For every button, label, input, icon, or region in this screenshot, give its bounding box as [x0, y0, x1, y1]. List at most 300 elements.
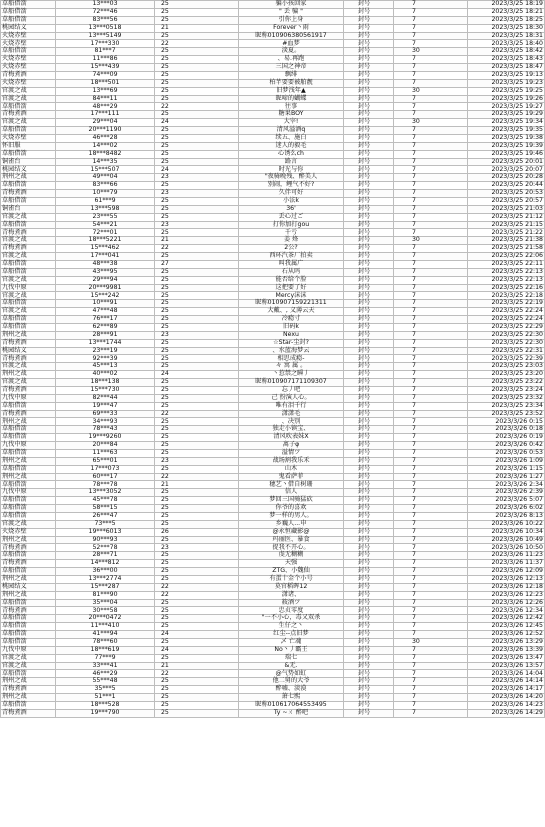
days-cell[interactable]: 7 [394, 347, 468, 355]
account-cell[interactable]: 65***01 [56, 457, 155, 465]
server-cell[interactable]: 草船借箭 [1, 465, 56, 473]
time-cell[interactable]: 2023/3/26 10:22 [468, 520, 545, 528]
account-cell[interactable]: 35***04 [56, 599, 155, 607]
account-cell[interactable]: 20***9981 [56, 284, 155, 292]
level-cell[interactable]: 24 [155, 646, 239, 654]
time-cell[interactable]: 2023/3/25 19:13 [468, 71, 545, 79]
days-cell[interactable]: 7 [394, 166, 468, 174]
action-cell[interactable]: 封号 [344, 615, 394, 623]
nickname-cell[interactable]: 这把要了好 [239, 284, 344, 292]
days-cell[interactable]: 7 [394, 536, 468, 544]
server-cell[interactable]: 草船借箭 [1, 8, 56, 16]
action-cell[interactable]: 封号 [344, 552, 394, 560]
time-cell[interactable]: 2023/3/26 0:18 [468, 426, 545, 434]
level-cell[interactable]: 21 [155, 662, 239, 670]
days-cell[interactable]: 7 [394, 568, 468, 576]
days-cell[interactable]: 7 [394, 379, 468, 387]
server-cell[interactable]: 官渡之战 [1, 308, 56, 316]
days-cell[interactable]: 7 [394, 64, 468, 72]
days-cell[interactable]: 7 [394, 591, 468, 599]
time-cell[interactable]: 2023/3/25 20:57 [468, 197, 545, 205]
server-cell[interactable]: 火烧赤壁 [1, 40, 56, 48]
server-cell[interactable]: 铜雀台 [1, 205, 56, 213]
server-cell[interactable]: 官渡之战 [1, 87, 56, 95]
days-cell[interactable]: 7 [394, 111, 468, 119]
nickname-cell[interactable]: 打你加打gou [239, 221, 344, 229]
action-cell[interactable]: 封号 [344, 607, 394, 615]
account-cell[interactable]: 49***04 [56, 174, 155, 182]
nickname-cell[interactable]: 昵称010907171109307 [239, 379, 344, 387]
account-cell[interactable]: 84***11 [56, 95, 155, 103]
level-cell[interactable]: 25 [155, 449, 239, 457]
server-cell[interactable]: 草船借箭 [1, 615, 56, 623]
nickname-cell[interactable]: 2公? [239, 245, 344, 253]
nickname-cell[interactable]: 西环汽茶厂拍卖 [239, 253, 344, 261]
action-cell[interactable]: 封号 [344, 694, 394, 702]
days-cell[interactable]: 7 [394, 489, 468, 497]
nickname-cell[interactable]: 昵啼的蝴蝶 [239, 95, 344, 103]
server-cell[interactable]: 草船借箭 [1, 568, 56, 576]
server-cell[interactable]: 火烧赤壁 [1, 32, 56, 40]
action-cell[interactable]: 封号 [344, 40, 394, 48]
time-cell[interactable]: 2023/3/25 21:38 [468, 237, 545, 245]
account-cell[interactable]: 74***09 [56, 71, 155, 79]
days-cell[interactable]: 7 [394, 308, 468, 316]
server-cell[interactable]: 草船借箭 [1, 323, 56, 331]
account-cell[interactable]: 10***91 [56, 300, 155, 308]
level-cell[interactable]: 22 [155, 670, 239, 678]
level-cell[interactable]: 25 [155, 536, 239, 544]
account-cell[interactable]: 11***410 [56, 623, 155, 631]
account-cell[interactable]: 17***330 [56, 40, 155, 48]
level-cell[interactable]: 24 [155, 119, 239, 127]
time-cell[interactable]: 2023/3/26 14:14 [468, 678, 545, 686]
server-cell[interactable]: 火烧赤壁 [1, 134, 56, 142]
account-cell[interactable]: 40***02 [56, 371, 155, 379]
action-cell[interactable]: 封号 [344, 418, 394, 426]
time-cell[interactable]: 2023/3/26 14:17 [468, 686, 545, 694]
days-cell[interactable]: 7 [394, 71, 468, 79]
days-cell[interactable]: 7 [394, 150, 468, 158]
level-cell[interactable]: 25 [155, 316, 239, 324]
nickname-cell[interactable]: 昵称010617064553495 [239, 701, 344, 709]
account-cell[interactable]: 13***1744 [56, 339, 155, 347]
action-cell[interactable]: 封号 [344, 158, 394, 166]
account-cell[interactable]: 72***01 [56, 229, 155, 237]
server-cell[interactable]: 官渡之战 [1, 662, 56, 670]
account-cell[interactable]: 26***47 [56, 512, 155, 520]
server-cell[interactable]: 青梅煮酒 [1, 560, 56, 568]
time-cell[interactable]: 2023/3/25 22:11 [468, 260, 545, 268]
account-cell[interactable]: 35***5 [56, 686, 155, 694]
level-cell[interactable]: 21 [155, 24, 239, 32]
nickname-cell[interactable]: 冷瘾寸 [239, 316, 344, 324]
account-cell[interactable]: 17***041 [56, 253, 155, 261]
server-cell[interactable]: 官渡之战 [1, 119, 56, 127]
time-cell[interactable]: 2023/3/25 22:13 [468, 268, 545, 276]
level-cell[interactable]: 22 [155, 473, 239, 481]
time-cell[interactable]: 2023/3/26 14:20 [468, 694, 545, 702]
account-cell[interactable]: 14***812 [56, 560, 155, 568]
nickname-cell[interactable]: Ty ~ㄨ 醉吧 [239, 709, 344, 717]
nickname-cell[interactable]: 离子φ [239, 442, 344, 450]
action-cell[interactable]: 封号 [344, 402, 394, 410]
time-cell[interactable]: 2023/3/26 12:52 [468, 631, 545, 639]
time-cell[interactable]: 2023/3/25 22:16 [468, 284, 545, 292]
server-cell[interactable]: 草船借箭 [1, 638, 56, 646]
account-cell[interactable]: 90***93 [56, 536, 155, 544]
server-cell[interactable]: 官渡之战 [1, 654, 56, 662]
nickname-cell[interactable]: 姜 烽 [239, 237, 344, 245]
days-cell[interactable]: 7 [394, 292, 468, 300]
time-cell[interactable]: 2023/3/26 14:29 [468, 709, 545, 717]
time-cell[interactable]: 2023/3/26 12:09 [468, 568, 545, 576]
action-cell[interactable]: 封号 [344, 8, 394, 16]
days-cell[interactable]: 7 [394, 560, 468, 568]
account-cell[interactable]: 29***04 [56, 119, 155, 127]
time-cell[interactable]: 2023/3/26 13:39 [468, 646, 545, 654]
level-cell[interactable]: 25 [155, 575, 239, 583]
time-cell[interactable]: 2023/3/25 22:30 [468, 331, 545, 339]
level-cell[interactable]: 25 [155, 418, 239, 426]
action-cell[interactable]: 封号 [344, 150, 394, 158]
nickname-cell[interactable]: 能否给个脸 [239, 276, 344, 284]
action-cell[interactable]: 封号 [344, 190, 394, 198]
action-cell[interactable]: 封号 [344, 512, 394, 520]
action-cell[interactable]: 封号 [344, 560, 394, 568]
server-cell[interactable]: 草船借箭 [1, 260, 56, 268]
days-cell[interactable]: 7 [394, 505, 468, 513]
account-cell[interactable]: 20***84 [56, 442, 155, 450]
time-cell[interactable]: 2023/3/25 18:25 [468, 16, 545, 24]
level-cell[interactable]: 25 [155, 497, 239, 505]
level-cell[interactable]: 25 [155, 64, 239, 72]
server-cell[interactable]: 青梅煮酒 [1, 190, 56, 198]
account-cell[interactable]: 15***439 [56, 64, 155, 72]
server-cell[interactable]: 草船借箭 [1, 197, 56, 205]
time-cell[interactable]: 2023/3/25 19:46 [468, 150, 545, 158]
server-cell[interactable]: 官渡之战 [1, 292, 56, 300]
action-cell[interactable]: 封号 [344, 260, 394, 268]
action-cell[interactable]: 封号 [344, 442, 394, 450]
nickname-cell[interactable]: 忠贞零度 [239, 607, 344, 615]
server-cell[interactable]: 铜雀台 [1, 158, 56, 166]
days-cell[interactable]: 7 [394, 363, 468, 371]
server-cell[interactable]: 青梅煮酒 [1, 229, 56, 237]
nickname-cell[interactable]: 乄 亡魂 [239, 638, 344, 646]
days-cell[interactable]: 7 [394, 442, 468, 450]
account-cell[interactable]: 18***138 [56, 379, 155, 387]
time-cell[interactable]: 2023/3/26 6:02 [468, 505, 545, 513]
action-cell[interactable]: 封号 [344, 701, 394, 709]
server-cell[interactable]: 九伐中原 [1, 442, 56, 450]
server-cell[interactable]: 九伐中原 [1, 646, 56, 654]
time-cell[interactable]: 2023/3/25 18:42 [468, 48, 545, 56]
account-cell[interactable]: 10***79 [56, 190, 155, 198]
action-cell[interactable]: 封号 [344, 410, 394, 418]
nickname-cell[interactable]: 骗小孩回家 [239, 1, 344, 9]
action-cell[interactable]: 封号 [344, 300, 394, 308]
server-cell[interactable]: 草船借箭 [1, 599, 56, 607]
days-cell[interactable]: 7 [394, 221, 468, 229]
action-cell[interactable]: 封号 [344, 583, 394, 591]
time-cell[interactable]: 2023/3/26 12:13 [468, 575, 545, 583]
server-cell[interactable]: 草船借箭 [1, 449, 56, 457]
server-cell[interactable]: 官渡之战 [1, 363, 56, 371]
nickname-cell[interactable]: 、决别 [239, 418, 344, 426]
account-cell[interactable]: 82***44 [56, 394, 155, 402]
days-cell[interactable]: 7 [394, 276, 468, 284]
server-cell[interactable]: 草船借箭 [1, 701, 56, 709]
time-cell[interactable]: 2023/3/25 18:21 [468, 8, 545, 16]
level-cell[interactable]: 25 [155, 402, 239, 410]
action-cell[interactable]: 封号 [344, 87, 394, 95]
time-cell[interactable]: 2023/3/25 19:29 [468, 111, 545, 119]
level-cell[interactable]: 25 [155, 638, 239, 646]
action-cell[interactable]: 封号 [344, 497, 394, 505]
time-cell[interactable]: 2023/3/25 22:39 [468, 355, 545, 363]
action-cell[interactable]: 封号 [344, 686, 394, 694]
time-cell[interactable]: 2023/3/25 22:13 [468, 276, 545, 284]
server-cell[interactable]: 荆州之战 [1, 694, 56, 702]
level-cell[interactable]: 22 [155, 410, 239, 418]
account-cell[interactable]: 19***6013 [56, 528, 155, 536]
account-cell[interactable]: 33***41 [56, 662, 155, 670]
action-cell[interactable]: 封号 [344, 32, 394, 40]
level-cell[interactable]: 25 [155, 465, 239, 473]
level-cell[interactable]: 23 [155, 544, 239, 552]
account-cell[interactable]: 45***78 [56, 497, 155, 505]
level-cell[interactable]: 25 [155, 694, 239, 702]
level-cell[interactable]: 25 [155, 268, 239, 276]
server-cell[interactable]: 草船借箭 [1, 182, 56, 190]
days-cell[interactable]: 7 [394, 631, 468, 639]
server-cell[interactable]: 草船借箭 [1, 512, 56, 520]
nickname-cell[interactable]: 大戴、, 义薄云天 [239, 308, 344, 316]
time-cell[interactable]: 2023/3/26 10:50 [468, 544, 545, 552]
account-cell[interactable]: 23***19 [56, 347, 155, 355]
account-cell[interactable]: 78***60 [56, 638, 155, 646]
server-cell[interactable]: 青梅煮酒 [1, 410, 56, 418]
level-cell[interactable]: 25 [155, 182, 239, 190]
action-cell[interactable]: 封号 [344, 316, 394, 324]
level-cell[interactable]: 21 [155, 481, 239, 489]
nickname-cell[interactable]: 溢情ツ [239, 449, 344, 457]
server-cell[interactable]: 火烧赤壁 [1, 64, 56, 72]
level-cell[interactable]: 25 [155, 678, 239, 686]
nickname-cell[interactable]: 筱酒ツ [239, 599, 344, 607]
time-cell[interactable]: 2023/3/25 23:52 [468, 410, 545, 418]
nickname-cell[interactable]: 天强 [239, 560, 344, 568]
nickname-cell[interactable]: 丶惹禁之瞬丿 [239, 371, 344, 379]
account-cell[interactable]: 46***29 [56, 670, 155, 678]
server-cell[interactable]: 火烧赤壁 [1, 79, 56, 87]
level-cell[interactable]: 25 [155, 111, 239, 119]
level-cell[interactable]: 25 [155, 158, 239, 166]
nickname-cell[interactable]: 生仔之丶 [239, 623, 344, 631]
server-cell[interactable]: 草船借箭 [1, 1, 56, 9]
time-cell[interactable]: 2023/3/26 11:37 [468, 560, 545, 568]
level-cell[interactable]: 25 [155, 292, 239, 300]
days-cell[interactable]: 7 [394, 575, 468, 583]
days-cell[interactable]: 7 [394, 213, 468, 221]
server-cell[interactable]: 草船借箭 [1, 552, 56, 560]
level-cell[interactable]: 23 [155, 190, 239, 198]
account-cell[interactable]: 28***91 [56, 331, 155, 339]
nickname-cell[interactable]: 瑞七 [239, 654, 344, 662]
days-cell[interactable]: 7 [394, 355, 468, 363]
account-cell[interactable]: 13***598 [56, 205, 155, 213]
nickname-cell[interactable]: 、易.再跑 [239, 56, 344, 64]
server-cell[interactable]: 荆州之战 [1, 371, 56, 379]
server-cell[interactable]: 官渡之战 [1, 276, 56, 284]
account-cell[interactable]: 11***63 [56, 449, 155, 457]
time-cell[interactable]: 2023/3/26 0:53 [468, 449, 545, 457]
nickname-cell[interactable]: 々 寓 属 。 [239, 363, 344, 371]
account-cell[interactable]: 29***94 [56, 276, 155, 284]
server-cell[interactable]: 草船借箭 [1, 48, 56, 56]
server-cell[interactable]: 草船借箭 [1, 316, 56, 324]
nickname-cell[interactable]: 飘绯 [239, 71, 344, 79]
server-cell[interactable]: 官渡之战 [1, 253, 56, 261]
account-cell[interactable]: 81***7 [56, 48, 155, 56]
nickname-cell[interactable]: 醉嘘、淡漠 [239, 686, 344, 694]
days-cell[interactable]: 7 [394, 583, 468, 591]
days-cell[interactable]: 7 [394, 528, 468, 536]
days-cell[interactable]: 7 [394, 253, 468, 261]
level-cell[interactable]: 25 [155, 150, 239, 158]
days-cell[interactable]: 7 [394, 56, 468, 64]
level-cell[interactable]: 25 [155, 8, 239, 16]
nickname-cell[interactable]: Forever丶雨 [239, 24, 344, 32]
nickname-cell[interactable]: 梦一样的男人。 [239, 512, 344, 520]
days-cell[interactable]: 30 [394, 87, 468, 95]
action-cell[interactable]: 封号 [344, 237, 394, 245]
time-cell[interactable]: 2023/3/26 12:26 [468, 599, 545, 607]
level-cell[interactable]: 24 [155, 166, 239, 174]
level-cell[interactable]: 24 [155, 371, 239, 379]
account-cell[interactable]: 20***1190 [56, 127, 155, 135]
days-cell[interactable]: 7 [394, 158, 468, 166]
days-cell[interactable]: 7 [394, 599, 468, 607]
days-cell[interactable]: 30 [394, 48, 468, 56]
action-cell[interactable]: 封号 [344, 339, 394, 347]
days-cell[interactable]: 7 [394, 497, 468, 505]
time-cell[interactable]: 2023/3/26 2:39 [468, 489, 545, 497]
time-cell[interactable]: 2023/3/25 20:28 [468, 174, 545, 182]
action-cell[interactable]: 封号 [344, 544, 394, 552]
account-cell[interactable]: 41***94 [56, 631, 155, 639]
server-cell[interactable]: 青梅煮酒 [1, 709, 56, 717]
days-cell[interactable]: 7 [394, 709, 468, 717]
level-cell[interactable]: 25 [155, 213, 239, 221]
days-cell[interactable]: 7 [394, 339, 468, 347]
time-cell[interactable]: 2023/3/26 1:09 [468, 457, 545, 465]
nickname-cell[interactable]: 迷人的毅毛 [239, 142, 344, 150]
time-cell[interactable]: 2023/3/25 21:22 [468, 229, 545, 237]
action-cell[interactable]: 封号 [344, 505, 394, 513]
action-cell[interactable]: 封号 [344, 457, 394, 465]
time-cell[interactable]: 2023/3/25 18:30 [468, 24, 545, 32]
account-cell[interactable]: 18***5221 [56, 237, 155, 245]
server-cell[interactable]: 荆州之战 [1, 174, 56, 182]
server-cell[interactable]: 九伐中原 [1, 489, 56, 497]
level-cell[interactable]: 23 [155, 174, 239, 182]
account-cell[interactable]: 13***2774 [56, 575, 155, 583]
server-cell[interactable]: 官渡之战 [1, 213, 56, 221]
action-cell[interactable]: 封号 [344, 654, 394, 662]
days-cell[interactable]: 7 [394, 465, 468, 473]
level-cell[interactable]: 25 [155, 127, 239, 135]
time-cell[interactable]: 2023/3/26 12:23 [468, 591, 545, 599]
days-cell[interactable]: 7 [394, 323, 468, 331]
days-cell[interactable]: 7 [394, 512, 468, 520]
time-cell[interactable]: 2023/3/25 23:34 [468, 402, 545, 410]
nickname-cell[interactable]: " 丢 骗 " [239, 8, 344, 16]
action-cell[interactable]: 封号 [344, 638, 394, 646]
account-cell[interactable]: 52***78 [56, 544, 155, 552]
level-cell[interactable]: 23 [155, 221, 239, 229]
days-cell[interactable]: 7 [394, 205, 468, 213]
action-cell[interactable]: 封号 [344, 213, 394, 221]
account-cell[interactable]: 18***501 [56, 79, 155, 87]
level-cell[interactable]: 25 [155, 355, 239, 363]
server-cell[interactable]: 荆州之战 [1, 457, 56, 465]
account-cell[interactable]: 43***95 [56, 268, 155, 276]
account-cell[interactable]: 15***730 [56, 386, 155, 394]
days-cell[interactable]: 7 [394, 457, 468, 465]
action-cell[interactable]: 封号 [344, 568, 394, 576]
days-cell[interactable]: 7 [394, 229, 468, 237]
nickname-cell[interactable]: @气势如虹 [239, 670, 344, 678]
account-cell[interactable]: 34***93 [56, 418, 155, 426]
time-cell[interactable]: 2023/3/25 23:24 [468, 386, 545, 394]
action-cell[interactable]: 封号 [344, 363, 394, 371]
time-cell[interactable]: 2023/3/26 14:04 [468, 670, 545, 678]
time-cell[interactable]: 2023/3/26 12:42 [468, 615, 545, 623]
time-cell[interactable]: 2023/3/25 19:26 [468, 95, 545, 103]
level-cell[interactable]: 25 [155, 505, 239, 513]
action-cell[interactable]: 封号 [344, 268, 394, 276]
nickname-cell[interactable]: 穗艺丶借自树珊 [239, 481, 344, 489]
action-cell[interactable]: 封号 [344, 127, 394, 135]
level-cell[interactable]: 25 [155, 87, 239, 95]
level-cell[interactable]: 25 [155, 386, 239, 394]
nickname-cell[interactable]: 往事 [239, 103, 344, 111]
action-cell[interactable]: 封号 [344, 646, 394, 654]
server-cell[interactable]: 怀旧服 [1, 142, 56, 150]
time-cell[interactable]: 2023/3/25 22:24 [468, 308, 545, 316]
nickname-cell[interactable]: 忘丿吧 [239, 386, 344, 394]
time-cell[interactable]: 2023/3/25 19:38 [468, 134, 545, 142]
nickname-cell[interactable]: 小泫k [239, 197, 344, 205]
nickname-cell[interactable]: 昵称010907159221311 [239, 300, 344, 308]
time-cell[interactable]: 2023/3/25 22:24 [468, 316, 545, 324]
level-cell[interactable]: 25 [155, 79, 239, 87]
time-cell[interactable]: 2023/3/25 23:20 [468, 371, 545, 379]
nickname-cell[interactable]: 36' [239, 205, 344, 213]
account-cell[interactable]: 47***48 [56, 308, 155, 316]
time-cell[interactable]: 2023/3/25 22:30 [468, 339, 545, 347]
nickname-cell[interactable]: &无. [239, 662, 344, 670]
nickname-cell[interactable]: 梦回三国骑猛砍 [239, 497, 344, 505]
account-cell[interactable]: 15***242 [56, 292, 155, 300]
account-cell[interactable]: 14***02 [56, 142, 155, 150]
time-cell[interactable]: 2023/3/25 22:18 [468, 292, 545, 300]
time-cell[interactable]: 2023/3/25 22:19 [468, 300, 545, 308]
days-cell[interactable]: 7 [394, 646, 468, 654]
action-cell[interactable]: 封号 [344, 426, 394, 434]
